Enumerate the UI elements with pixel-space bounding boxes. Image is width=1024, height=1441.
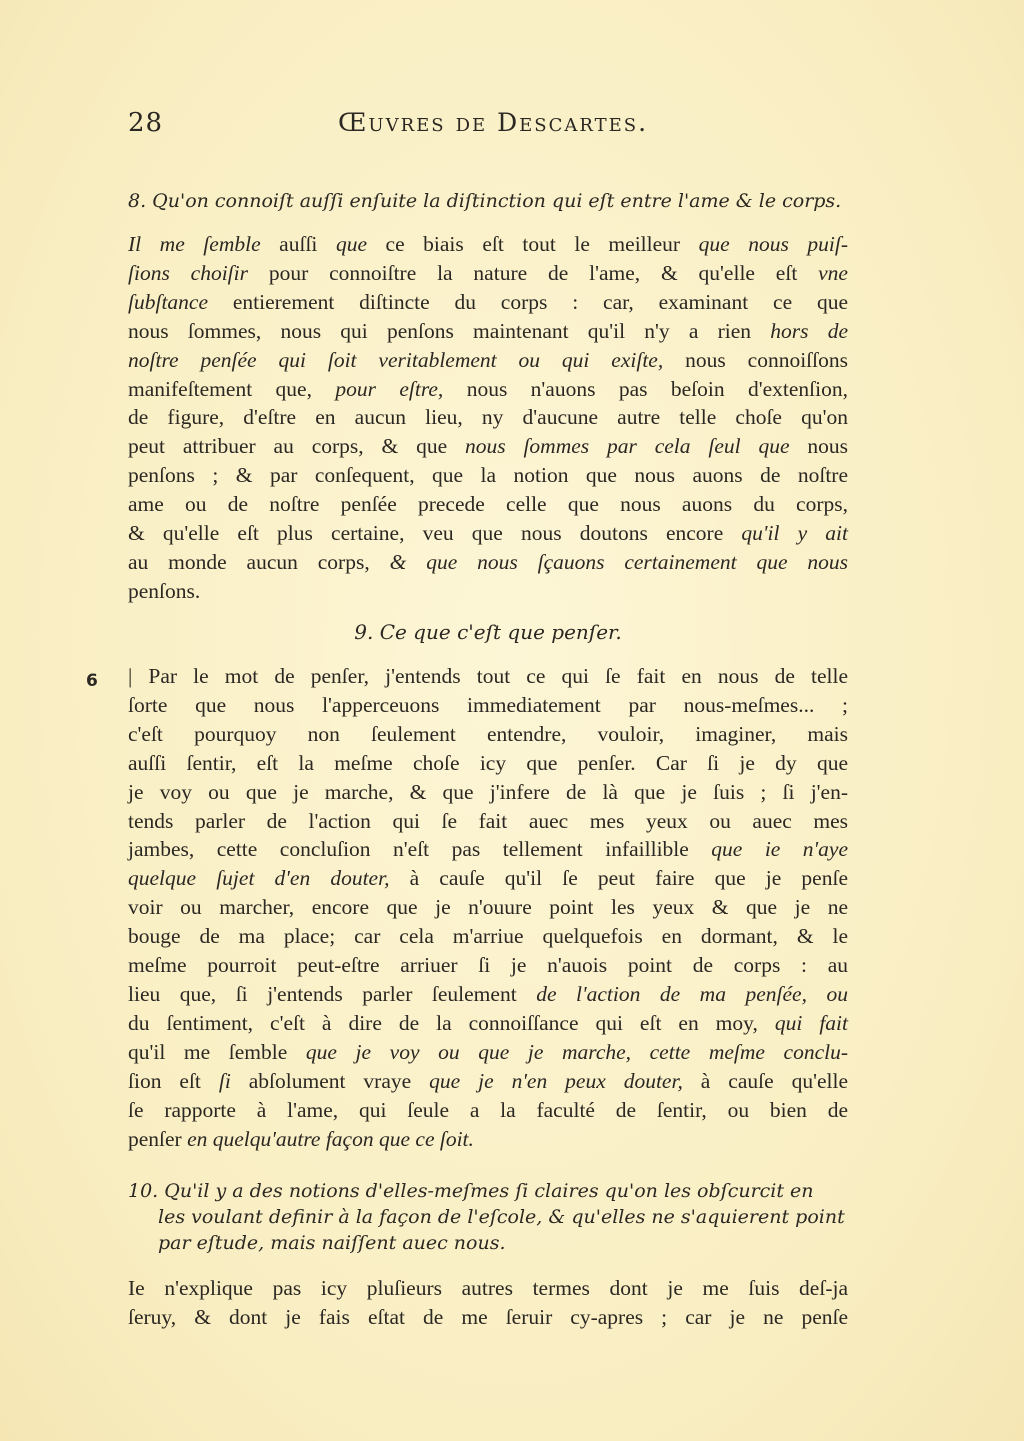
text-segment: au monde aucun corps, [128, 549, 370, 574]
text-line [128, 778, 848, 807]
text-line [128, 548, 848, 577]
text-segment: penſer [128, 1126, 188, 1151]
text-segment: Ie n'explique pas icy pluſieurs autres termes dont je me ſuis deſ-ja [128, 1276, 848, 1300]
text-line [128, 662, 848, 691]
text-segment: & qu'elle eſt plus certaine, veu que nous doutons encore [128, 521, 742, 546]
italic-segment: ſubſtance [128, 289, 209, 314]
italic-segment: que je n'en peux douter, [429, 1068, 683, 1093]
italic-segment: en quelqu'autre façon que ce ſoit. [187, 1126, 474, 1151]
text-segment: voir ou marcher, encore que je n'ouure point les yeux & que je ne [128, 895, 848, 920]
italic-segment: de l'action de ma penſée, ou [536, 981, 848, 1006]
page-header [128, 108, 848, 148]
text-segment: auſſi [260, 232, 336, 256]
margin-page-number: 6 [86, 671, 98, 691]
text-line [128, 749, 848, 778]
section-9-title: 9. Ce que c'eſt que penſer. [354, 620, 622, 644]
page-number: 28 [128, 108, 164, 138]
text-segment: meſme pourroit peut-eſtre arriuer ſi je n'auois point de corps : au [128, 953, 848, 978]
text-segment: ſorte que nous l'apperceuons immediatement par nous-meſmes... ; [128, 692, 848, 717]
text-line [128, 403, 848, 432]
text-line [128, 951, 848, 980]
italic-segment: que ie n'aye [711, 837, 848, 862]
italic-segment: qu'il y ait [741, 521, 848, 546]
text-segment: jambes, cette concluſion n'eſt pas tellement infaillible [128, 837, 712, 862]
text-segment: à cauſe qu'il ſe peut faire que je penſe [389, 866, 848, 891]
section-10-title-line: les voulant definir à la façon de l'eſcole, & qu'elles ne s'aquierent point [158, 1206, 845, 1228]
text-segment: ame ou de noſtre penſée precede celle que nous auons du corps, [128, 492, 848, 517]
text-segment: à cauſe qu'elle [682, 1068, 848, 1093]
text-segment: de figure, d'eſtre en aucun lieu, ny d'aucune autre telle choſe qu'on [128, 405, 848, 430]
text-line [128, 259, 848, 288]
text-segment: abſolument vraye [230, 1068, 430, 1093]
text-segment: nous ſommes, nous qui penſons maintenant qu'il n'y a rien [128, 318, 771, 343]
text-line [128, 317, 848, 346]
text-segment: ſe rapporte à l'ame, qui ſeule a la faculté de ſentir, ou bien de [128, 1097, 848, 1122]
text-line [128, 432, 848, 461]
text-segment: bouge de ma place; car cela m'arriue quelquefois en dormant, & le [128, 924, 848, 949]
italic-segment: ſions choiſir [128, 260, 248, 285]
italic-segment: noſtre penſée qui ſoit veritablement ou qui exiſte, [128, 347, 664, 372]
section-10-paragraph [128, 1274, 848, 1332]
text-line [128, 1274, 848, 1303]
italic-segment: quelque ſujet d'en douter, [128, 866, 390, 891]
text-segment: ce biais eſt tout le meilleur [366, 232, 699, 256]
text-line [128, 691, 848, 720]
section-10-title-line: par eſtude, mais naiſſent auec nous. [158, 1232, 506, 1254]
text-segment: ſeruy, & dont je fais eſtat de me ſeruir cy-apres ; car je ne penſe [128, 1304, 848, 1329]
section-8-paragraph [128, 230, 848, 606]
text-segment: nous [789, 434, 849, 459]
text-segment: penſons. [128, 578, 201, 603]
text-segment: nous connoiſſons [663, 347, 848, 372]
text-line [128, 1096, 848, 1125]
italic-segment: hors de [770, 318, 848, 343]
text-line [128, 1009, 848, 1038]
text-segment: ſion eſt [128, 1068, 219, 1093]
text-segment: manifeſtement que, [128, 376, 336, 401]
italic-segment: que [335, 232, 367, 256]
text-line [128, 375, 848, 404]
text-line [128, 1303, 848, 1332]
text-segment: qu'il me ſemble [128, 1039, 288, 1064]
italic-segment: que nous puiſ- [698, 232, 848, 256]
text-line [128, 720, 848, 749]
italic-segment: pour eſtre, [335, 376, 444, 401]
italic-segment: nous ſommes par cela ſeul que [464, 434, 790, 459]
text-line [128, 1067, 848, 1096]
text-segment: je voy ou que je marche, & que j'infere de là que je ſuis ; ſi j'en- [128, 779, 848, 804]
text-line [128, 461, 848, 490]
text-segment: tends parler de l'action qui ſe fait auec mes yeux ou auec mes [128, 808, 848, 833]
italic-segment: qui fait [774, 1010, 848, 1035]
text-line [128, 519, 848, 548]
italic-segment: vne [818, 260, 848, 285]
text-line [128, 577, 848, 606]
text-line [128, 346, 848, 375]
section-10-title [128, 1178, 850, 1256]
text-segment: nous n'auons pas beſoin d'extenſion, [443, 376, 848, 401]
italic-segment: Il me ſemble [128, 232, 261, 256]
text-line [128, 980, 848, 1009]
text-line [128, 893, 848, 922]
italic-segment: & que nous ſçauons certainement que nous [369, 549, 848, 574]
text-line [128, 864, 848, 893]
text-segment: du ſentiment, c'eſt à dire de la connoiſſance qui eſt en moy, [128, 1010, 775, 1035]
text-segment: auſſi ſentir, eſt la meſme choſe icy que penſer. Car ſi je dy que [128, 750, 848, 775]
section-10-title-line: 10. Qu'il y a des notions d'elles-meſmes ſi claires qu'on les obſcurcit en [128, 1180, 814, 1202]
text-line [128, 288, 848, 317]
text-line [128, 1125, 848, 1154]
text-line [128, 1038, 848, 1067]
text-segment: pour connoiſtre la nature de l'ame, & qu'elle eſt [247, 260, 819, 285]
text-line [128, 230, 848, 259]
text-segment: entierement diſtincte du corps : car, examinant ce que [208, 289, 848, 314]
section-8-title: 8. Qu'on connoiſt auſſi enſuite la diſtinction qui eſt entre l'ame & le corps. [128, 190, 842, 212]
section-9-paragraph [128, 662, 848, 1153]
text-segment: peut attribuer au corps, & que [128, 434, 465, 459]
text-line [128, 807, 848, 836]
running-title: Œuvres de Descartes. [338, 108, 649, 137]
text-segment: | Par le mot de penſer, j'entends tout ce qui ſe fait en nous de telle [128, 664, 848, 688]
italic-segment: que je voy ou que je marche, cette meſme conclu- [287, 1039, 849, 1064]
text-line [128, 490, 848, 519]
text-line [128, 922, 848, 951]
text-segment: penſons ; & par conſequent, que la notion que nous auons de noſtre [128, 463, 848, 488]
text-segment: lieu que, ſi j'entends parler ſeulement [128, 981, 537, 1006]
text-line [128, 835, 848, 864]
italic-segment: ſi [218, 1068, 231, 1093]
text-segment: c'eſt pourquoy non ſeulement entendre, vouloir, imaginer, mais [128, 721, 848, 746]
